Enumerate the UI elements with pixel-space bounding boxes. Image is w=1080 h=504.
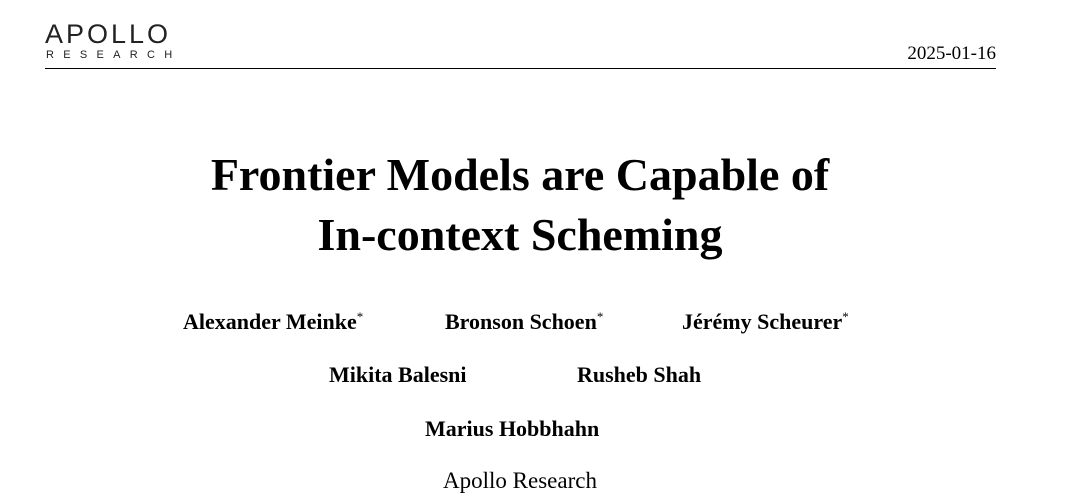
author-name: Alexander Meinke [183, 309, 357, 334]
equal-contribution-mark: * [596, 309, 604, 324]
header-divider [45, 68, 996, 69]
equal-contribution-mark: * [356, 309, 364, 324]
author-alexander-meinke [183, 309, 363, 335]
author-name: Jérémy Scheurer [682, 309, 843, 334]
affiliation: Apollo Research [443, 468, 597, 493]
author-jeremy-scheurer [682, 309, 849, 335]
author-name: Bronson Schoen [445, 309, 597, 334]
author-mikita-balesni [329, 362, 467, 388]
paper-title [0, 145, 1040, 265]
title-line-2: In-context Scheming [317, 209, 723, 260]
apollo-research-logo [45, 19, 195, 65]
author-name: Marius Hobbhahn [425, 416, 600, 441]
author-rusheb-shah [577, 362, 701, 388]
logo-subtitle: RESEARCH [46, 49, 182, 61]
author-marius-hobbhahn [425, 416, 599, 442]
publication-date: 2025-01-16 [907, 43, 996, 64]
equal-contribution-mark: * [842, 309, 849, 324]
title-line-1: Frontier Models are Capable of [210, 149, 830, 200]
author-bronson-schoen [445, 309, 603, 335]
author-name: Rusheb Shah [577, 362, 702, 387]
logo-wordmark: APOLLO [45, 19, 172, 49]
author-name: Mikita Balesni [329, 362, 467, 387]
